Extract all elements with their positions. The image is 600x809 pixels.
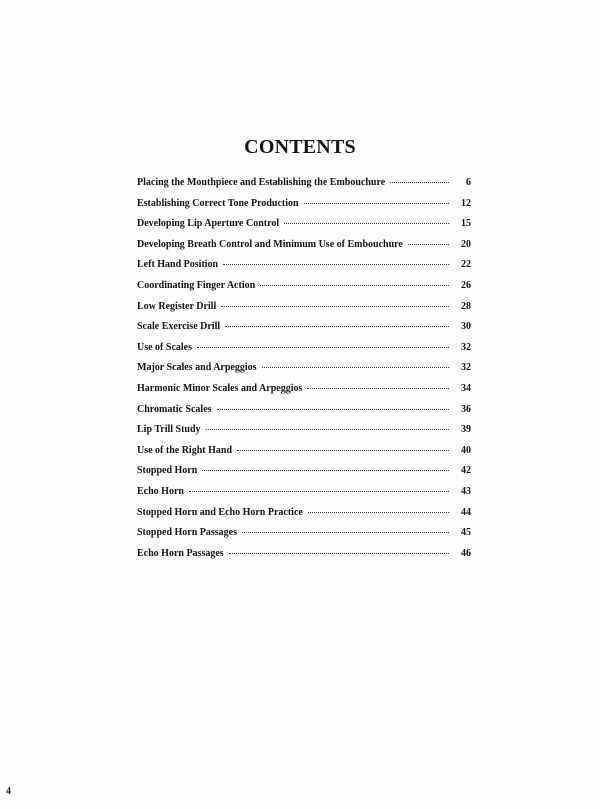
toc-entry xyxy=(137,404,471,425)
dot-leader xyxy=(260,285,449,286)
toc-entry xyxy=(137,424,471,445)
toc-entry-title: Developing Breath Control and Minimum Use of Embouchure xyxy=(137,238,403,250)
dot-leader xyxy=(390,182,449,183)
toc-entry-page: 44 xyxy=(461,506,471,518)
dot-leader xyxy=(217,409,449,410)
toc-entry-page: 36 xyxy=(461,403,471,415)
toc-entry xyxy=(137,445,471,466)
toc-entry-title: Echo Horn xyxy=(137,485,184,497)
toc-entry-title: Coordinating Finger Action xyxy=(137,279,256,291)
toc-entry-title: Establishing Correct Tone Production xyxy=(137,197,299,209)
toc-entry-title: Use of the Right Hand xyxy=(137,444,233,456)
dot-leader xyxy=(242,532,449,533)
toc-entry-page: 32 xyxy=(461,341,471,353)
toc-entry-page: 32 xyxy=(461,362,471,374)
toc-entry-page: 6 xyxy=(466,177,471,188)
toc-entry xyxy=(137,362,471,383)
toc-entry xyxy=(137,280,471,301)
toc-entry-title: Scale Exercise Drill xyxy=(137,321,221,333)
toc-entry xyxy=(137,301,471,322)
toc-entry-title: Harmonic Minor Scales and Arpeggios xyxy=(137,382,303,394)
toc-entry xyxy=(137,527,471,548)
dot-leader xyxy=(408,244,449,245)
toc-entry-page: 46 xyxy=(461,547,471,559)
toc-entry-page: 22 xyxy=(461,259,471,271)
dot-leader xyxy=(197,347,449,348)
table-of-contents xyxy=(137,177,471,568)
toc-entry xyxy=(137,321,471,342)
toc-entry-page: 20 xyxy=(461,238,471,250)
dot-leader xyxy=(189,491,449,492)
toc-entry-page: 15 xyxy=(461,218,471,230)
dot-leader xyxy=(221,306,449,307)
dot-leader xyxy=(206,429,449,430)
dot-leader xyxy=(262,367,449,368)
dot-leader xyxy=(308,512,449,513)
toc-entry-title: Lip Trill Study xyxy=(137,424,201,436)
toc-entry xyxy=(137,465,471,486)
toc-entry-page: 40 xyxy=(461,444,471,456)
toc-entry xyxy=(137,198,471,219)
dot-leader xyxy=(223,264,449,265)
toc-entry-title: Major Scales and Arpeggios xyxy=(137,362,257,374)
dot-leader xyxy=(237,450,449,451)
dot-leader xyxy=(304,203,449,204)
dot-leader xyxy=(229,553,449,554)
toc-entry-title: Placing the Mouthpiece and Establishing the Embouchure xyxy=(137,177,386,188)
toc-entry-page: 39 xyxy=(461,424,471,436)
toc-entry-title: Low Register Drill xyxy=(137,300,217,312)
toc-entry-page: 43 xyxy=(461,485,471,497)
dot-leader xyxy=(225,326,449,327)
toc-entry-title: Chromatic Scales xyxy=(137,403,212,415)
toc-entry-title: Left Hand Position xyxy=(137,259,219,271)
toc-entry xyxy=(137,259,471,280)
toc-entry-page: 34 xyxy=(461,382,471,394)
toc-entry-title: Stopped Horn and Echo Horn Practice xyxy=(137,506,303,518)
toc-entry xyxy=(137,383,471,404)
page-number: 4 xyxy=(6,786,11,797)
toc-entry-title: Echo Horn Passages xyxy=(137,547,224,559)
toc-entry xyxy=(137,342,471,363)
toc-entry-title: Use of Scales xyxy=(137,341,192,353)
toc-entry-page: 12 xyxy=(461,197,471,209)
dot-leader xyxy=(284,223,449,224)
toc-entry-page: 45 xyxy=(461,527,471,539)
toc-entry xyxy=(137,507,471,528)
dot-leader xyxy=(202,470,449,471)
toc-entry xyxy=(137,177,471,198)
toc-entry xyxy=(137,218,471,239)
toc-entry-page: 28 xyxy=(461,300,471,312)
toc-entry-page: 30 xyxy=(461,321,471,333)
toc-entry xyxy=(137,486,471,507)
toc-entry-page: 42 xyxy=(461,465,471,477)
toc-entry xyxy=(137,548,471,569)
page-title: CONTENTS xyxy=(244,136,356,158)
toc-entry-page: 26 xyxy=(461,279,471,291)
toc-entry-title: Developing Lip Aperture Control xyxy=(137,218,280,230)
toc-entry xyxy=(137,239,471,260)
toc-entry-title: Stopped Horn Passages xyxy=(137,527,238,539)
toc-entry-title: Stopped Horn xyxy=(137,465,198,477)
dot-leader xyxy=(307,388,449,389)
